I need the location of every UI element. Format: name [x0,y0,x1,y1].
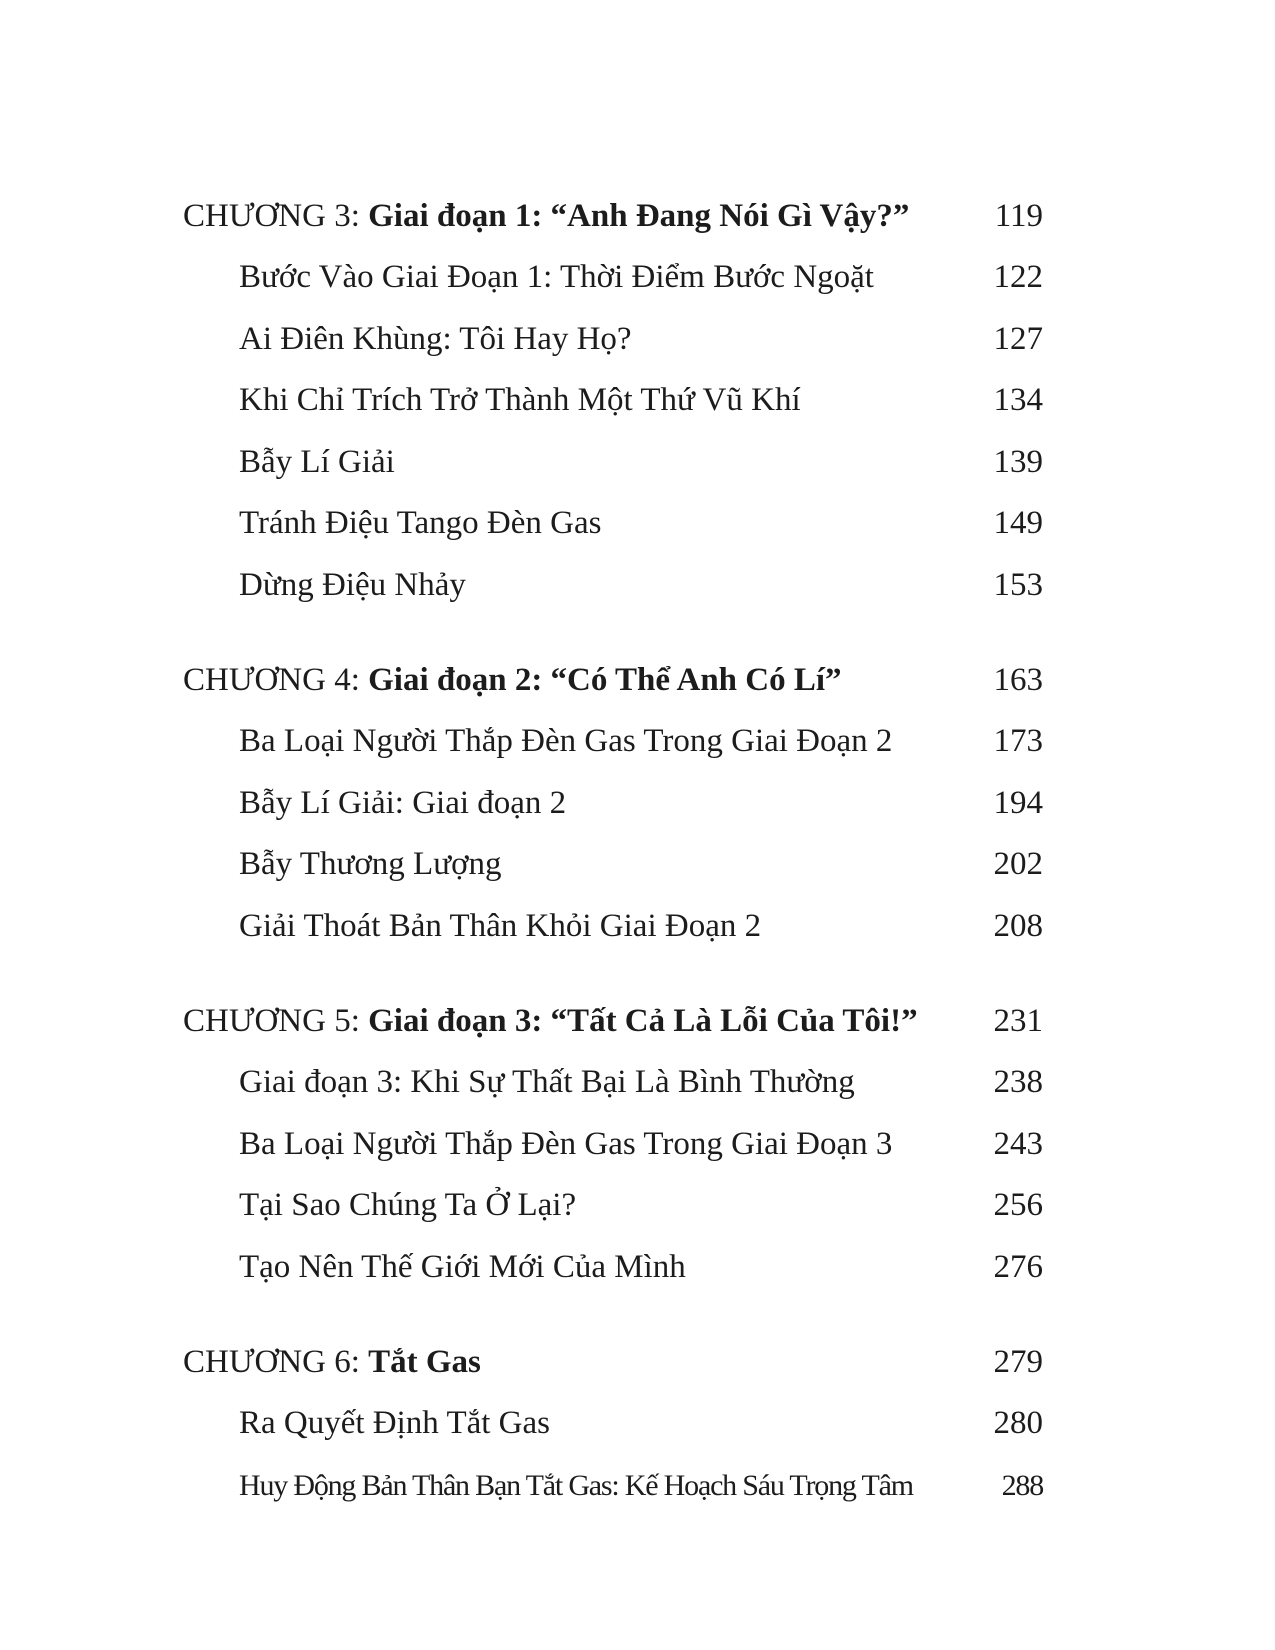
chapter-heading[interactable] [183,186,1043,247]
page-number: 279 [993,1344,1043,1380]
page-number: 139 [993,443,1043,480]
page-number: 288 [1001,1468,1043,1502]
dot-leader [926,1021,988,1031]
dot-leader [917,216,988,226]
toc-entry[interactable] [183,773,1043,835]
dot-leader [640,339,988,349]
toc-entry[interactable] [183,1393,1043,1455]
toc-entry[interactable] [183,711,1043,773]
toc-entry[interactable] [183,493,1043,555]
chapter-heading[interactable] [183,1332,1043,1393]
toc-entry[interactable] [183,1175,1043,1237]
chapter-label: CHƯƠNG 5: [183,1003,360,1039]
toc-entry[interactable] [183,1455,1043,1517]
page-number: 243 [993,1125,1043,1162]
page-number: 122 [993,259,1043,295]
page-number: 280 [993,1405,1043,1441]
entry-title: Tại Sao Chúng Ta Ở Lại? [239,1187,577,1223]
page-number: 149 [993,505,1043,541]
entry-title: Giai đoạn 3: Khi Sự Thất Bại Là Bình Thường [239,1064,855,1100]
page-number: 238 [993,1064,1043,1100]
entry-title: Giải Thoát Bản Thân Khỏi Giai Đoạn 2 [239,907,762,944]
dot-leader [403,462,988,472]
toc-entry[interactable] [183,896,1043,958]
table-of-contents [183,186,1043,1550]
chapter-label: CHƯƠNG 3: [183,198,360,234]
toc-entry[interactable] [183,1114,1043,1176]
chapter-title: Tắt Gas [368,1344,481,1380]
chapter-3-section [183,186,1043,616]
entry-title: Huy Động Bản Thân Bạn Tắt Gas: Kế Hoạch Sáu Trọng Tâm [239,1468,913,1502]
entry-title: Khi Chỉ Trích Trở Thành Một Thứ Vũ Khí [239,382,801,418]
toc-entry[interactable] [183,247,1043,309]
page-number: 119 [994,198,1043,234]
page-number: 163 [993,662,1043,698]
entry-title: Ba Loại Người Thắp Đèn Gas Trong Giai Đoạn 3 [239,1125,893,1162]
entry-title: Dừng Điệu Nhảy [239,566,466,603]
dot-leader [558,1423,987,1433]
dot-leader [489,1362,988,1372]
entry-title: Bẫy Lí Giải: Giai đoạn 2 [239,784,567,821]
dot-leader [809,400,988,410]
page-number: 276 [993,1248,1043,1285]
entry-title: Bước Vào Giai Đoạn 1: Thời Điểm Bước Ngoặt [239,259,874,295]
dot-leader [850,680,988,690]
dot-leader [510,864,988,874]
chapter-title: Giai đoạn 1: “Anh Đang Nói Gì Vậy?” [368,198,910,234]
page-number: 173 [993,723,1043,759]
page-number: 256 [993,1187,1043,1223]
chapter-title: Giai đoạn 3: “Tất Cả Là Lỗi Của Tôi!” [368,1003,918,1039]
toc-entry[interactable] [183,555,1043,617]
page-number: 231 [993,1003,1043,1039]
page-number: 127 [993,320,1043,357]
dot-leader [694,1267,988,1277]
page-number: 134 [993,382,1043,418]
dot-leader [900,741,987,751]
dot-leader [882,277,988,287]
dot-leader [584,1205,987,1215]
toc-entry[interactable] [183,1052,1043,1114]
dot-leader [609,523,987,533]
entry-title: Ai Điên Khùng: Tôi Hay Họ? [239,320,632,357]
chapter-label: CHƯƠNG 6: [183,1344,360,1380]
toc-entry[interactable] [183,370,1043,432]
dot-leader [769,926,987,936]
chapter-5-section [183,991,1043,1298]
page-number: 202 [993,846,1043,882]
entry-title: Bẫy Thương Lượng [239,846,502,882]
dot-leader [900,1144,987,1154]
chapter-label: CHƯƠNG 4: [183,662,360,698]
toc-entry[interactable] [183,432,1043,494]
dot-leader [921,1485,996,1495]
dot-leader [574,803,987,813]
dot-leader [863,1082,988,1092]
entry-title: Ra Quyết Định Tắt Gas [239,1405,551,1441]
toc-entry[interactable] [183,309,1043,371]
dot-leader [474,585,988,595]
chapter-6-section [183,1332,1043,1516]
page-number: 194 [993,784,1043,821]
chapter-4-section [183,650,1043,957]
toc-entry[interactable] [183,1237,1043,1299]
page-number: 208 [993,907,1043,944]
chapter-heading[interactable] [183,650,1043,711]
chapter-heading[interactable] [183,991,1043,1052]
toc-entry[interactable] [183,834,1043,896]
entry-title: Bẫy Lí Giải [239,443,395,480]
entry-title: Tạo Nên Thế Giới Mới Của Mình [239,1248,686,1285]
entry-title: Tránh Điệu Tango Đèn Gas [239,505,602,541]
page-number: 153 [993,566,1043,603]
chapter-title: Giai đoạn 2: “Có Thể Anh Có Lí” [368,662,842,698]
entry-title: Ba Loại Người Thắp Đèn Gas Trong Giai Đoạn 2 [239,723,893,759]
